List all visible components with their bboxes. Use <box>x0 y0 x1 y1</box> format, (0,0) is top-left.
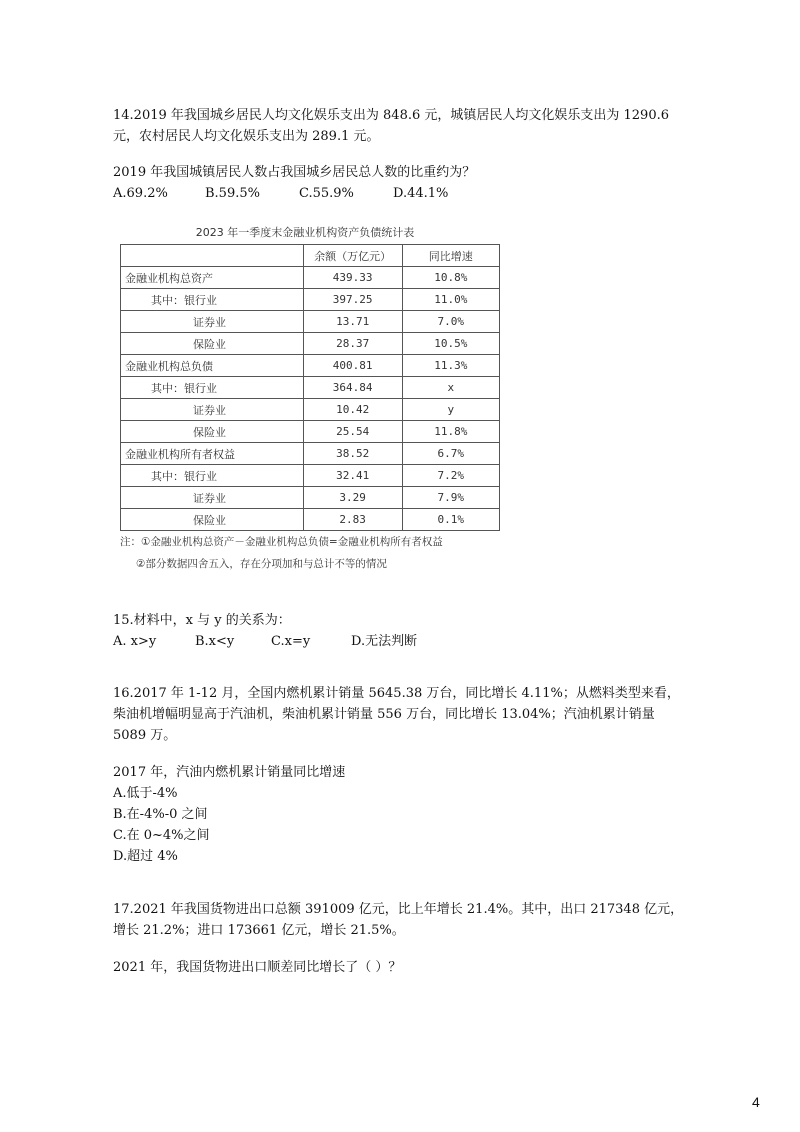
row-label: 其中：银行业 <box>121 289 304 311</box>
row-label: 证券业 <box>121 487 304 509</box>
row-balance: 400.81 <box>303 355 402 377</box>
q15-option-b[interactable]: B.x<y <box>195 634 235 649</box>
q14-text-line2: 元，农村居民人均文化娱乐支出为 289.1 元。 <box>113 129 380 144</box>
row-balance: 364.84 <box>303 377 402 399</box>
q16-text-line1: 16.2017 年 1-12 月，全国内燃机累计销量 5645.38 万台，同比增长 4.11%；从燃料类型来看， <box>113 686 680 701</box>
table-body <box>121 267 500 531</box>
q14-question: 2019 年我国城镇居民人数占我国城乡居民总人数的比重约为？ <box>113 165 476 180</box>
row-label: 金融业机构总资产 <box>121 267 304 289</box>
q14-option-a[interactable]: A.69.2% <box>113 186 168 201</box>
row-balance: 2.83 <box>303 509 402 531</box>
q16-text-line3: 5089 万。 <box>113 728 177 743</box>
q16-question: 2017 年，汽油内燃机累计销量同比增速 <box>113 765 346 780</box>
table-row <box>121 377 500 399</box>
table-row <box>121 333 500 355</box>
header-growth: 同比增速 <box>402 245 499 267</box>
row-growth: y <box>402 399 499 421</box>
row-label: 保险业 <box>121 421 304 443</box>
row-balance: 397.25 <box>303 289 402 311</box>
table-header-row <box>121 245 500 267</box>
row-balance: 10.42 <box>303 399 402 421</box>
row-balance: 439.33 <box>303 267 402 289</box>
table-note-2: ②部分数据四舍五入，存在分项加和与总计不等的情况 <box>136 558 387 570</box>
financial-stats-table <box>120 244 500 531</box>
row-label: 金融业机构总负债 <box>121 355 304 377</box>
table-row <box>121 509 500 531</box>
table-row <box>121 311 500 333</box>
row-label: 证券业 <box>121 399 304 421</box>
table-note-1: 注：①金融业机构总资产－金融业机构总负债=金融业机构所有者权益 <box>120 536 443 548</box>
q15-option-a[interactable]: A. x>y <box>113 634 157 649</box>
row-growth: 11.0% <box>402 289 499 311</box>
q17-question: 2021 年，我国货物进出口顺差同比增长了（ ）？ <box>113 960 402 975</box>
row-growth: 6.7% <box>402 443 499 465</box>
q16-text-line2: 柴油机增幅明显高于汽油机，柴油机累计销量 556 万台，同比增长 13.04%；汽油机累计销量 <box>113 707 655 722</box>
row-balance: 25.54 <box>303 421 402 443</box>
row-balance: 13.71 <box>303 311 402 333</box>
statistics-table-figure <box>120 222 500 575</box>
q16-option-a[interactable]: A.低于-4% <box>113 786 178 801</box>
table-row <box>121 289 500 311</box>
q16-option-c[interactable]: C.在 0~4%之间 <box>113 828 210 843</box>
header-label <box>121 245 304 267</box>
q15-option-d[interactable]: D.无法判断 <box>351 634 418 649</box>
row-growth: 0.1% <box>402 509 499 531</box>
row-label: 其中：银行业 <box>121 465 304 487</box>
row-growth: 10.8% <box>402 267 499 289</box>
row-label: 保险业 <box>121 333 304 355</box>
row-balance: 28.37 <box>303 333 402 355</box>
row-balance: 38.52 <box>303 443 402 465</box>
table-row <box>121 487 500 509</box>
table-row <box>121 355 500 377</box>
table-row <box>121 421 500 443</box>
header-balance: 余额（万亿元） <box>303 245 402 267</box>
table-row <box>121 443 500 465</box>
q17-text-line2: 增长 21.2%；进口 173661 亿元，增长 21.5%。 <box>113 923 405 938</box>
q14-option-c[interactable]: C.55.9% <box>299 186 354 201</box>
row-growth: 11.3% <box>402 355 499 377</box>
row-growth: 7.2% <box>402 465 499 487</box>
q16-option-b[interactable]: B.在-4%-0 之间 <box>113 807 208 822</box>
q14-option-d[interactable]: D.44.1% <box>393 186 449 201</box>
table-row <box>121 399 500 421</box>
q14-option-b[interactable]: B.59.5% <box>205 186 260 201</box>
q16-option-d[interactable]: D.超过 4% <box>113 849 178 864</box>
row-label: 其中：银行业 <box>121 377 304 399</box>
table-row <box>121 465 500 487</box>
row-growth: x <box>402 377 499 399</box>
q17-text-line1: 17.2021 年我国货物进出口总额 391009 亿元，比上年增长 21.4%。其中，出口 217348 亿元， <box>113 902 684 917</box>
q15-option-c[interactable]: C.x=y <box>271 634 311 649</box>
row-balance: 3.29 <box>303 487 402 509</box>
row-label: 证券业 <box>121 311 304 333</box>
table-row <box>121 267 500 289</box>
row-growth: 7.9% <box>402 487 499 509</box>
row-label: 金融业机构所有者权益 <box>121 443 304 465</box>
row-growth: 10.5% <box>402 333 499 355</box>
q15-question: 15.材料中，x 与 y 的关系为： <box>113 613 291 628</box>
row-label: 保险业 <box>121 509 304 531</box>
row-growth: 11.8% <box>402 421 499 443</box>
q15-options <box>113 631 417 652</box>
q14-options <box>113 183 448 204</box>
page-number: 4 <box>752 1094 760 1110</box>
row-balance: 32.41 <box>303 465 402 487</box>
table-title: 2023 年一季度末金融业机构资产负债统计表 <box>195 226 415 239</box>
q14-text-line1: 14.2019 年我国城乡居民人均文化娱乐支出为 848.6 元，城镇居民人均文化娱乐支出为 1290.6 <box>113 108 669 123</box>
row-growth: 7.0% <box>402 311 499 333</box>
